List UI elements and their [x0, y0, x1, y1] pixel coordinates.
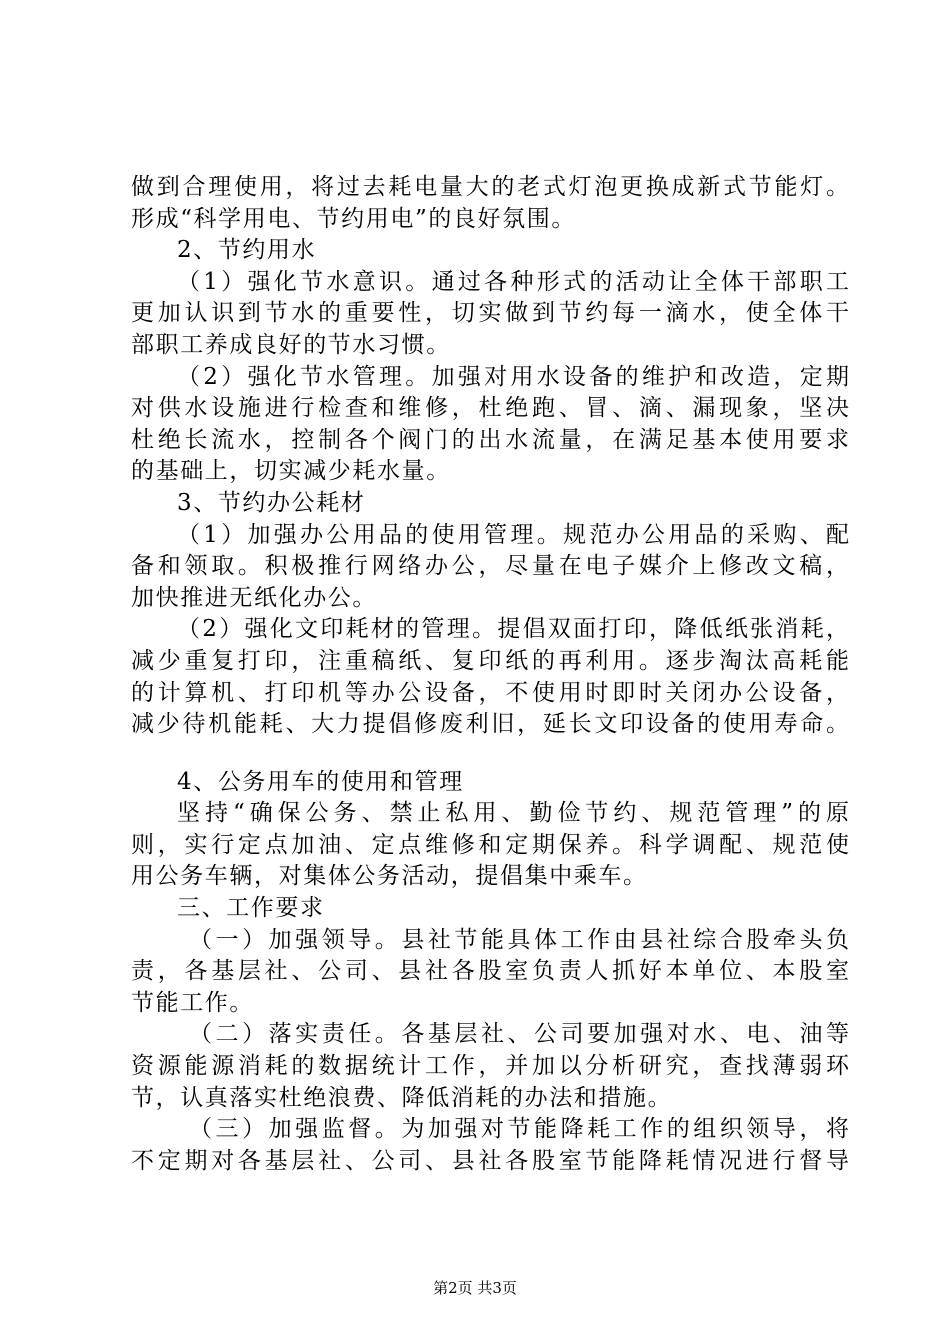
text-line: （2）强化文印耗材的管理。提倡双面打印，降低纸张消耗， [177, 616, 849, 643]
text-line: 的计算机、打印机等办公设备，不使用时即时关闭办公设备， [131, 679, 849, 706]
text-line: 做到合理使用，将过去耗电量大的老式灯泡更换成新式节能灯。 [131, 174, 849, 200]
section-heading: 4、公务用车的使用和管理 [177, 768, 464, 795]
text-line: （三）加强监督。为加强对节能降耗工作的组织领导，将 [189, 1116, 849, 1143]
text-line: 减少待机能耗、大力提倡修废利旧，延长文印设备的使用寿命。 [131, 711, 849, 738]
text-line: 对供水设施进行检查和维修，杜绝跑、冒、滴、漏现象，坚决 [131, 395, 849, 422]
text-line: 形成“科学用电、节约用电”的良好氛围。 [131, 205, 576, 232]
text-line: （二）落实责任。各基层社、公司要加强对水、电、油等 [189, 1021, 849, 1048]
text-line: 责，各基层社、公司、县社各股室负责人抓好本单位、本股室 [131, 958, 849, 985]
text-line: （一）加强领导。县社节能具体工作由县社综合股牵头负 [189, 926, 849, 953]
text-line: 杜绝长流水，控制各个阀门的出水流量，在满足基本使用要求 [131, 426, 849, 453]
text-line: 加快推进无纸化办公。 [131, 584, 377, 611]
text-line: 减少重复打印，注重稿纸、复印纸的再利用。逐步淘汰高耗能 [131, 647, 849, 674]
text-line: （1）强化节水意识。通过各种形式的活动让全体干部职工 [177, 268, 849, 295]
text-line: 备和领取。积极推行网络办公，尽量在电子媒介上修改文稿， [131, 553, 849, 580]
text-line: 节，认真落实杜绝浪费、降低消耗的办法和措施。 [131, 1084, 673, 1111]
text-line: 资源能源消耗的数据统计工作，并加以分析研究，查找薄弱环 [131, 1053, 849, 1080]
text-line: （1）加强办公用品的使用管理。规范办公用品的采购、配 [177, 521, 849, 548]
section-heading: 2、节约用水 [177, 237, 317, 264]
text-line: 则，实行定点加油、定点维修和定期保养。科学调配、规范使 [131, 831, 849, 858]
section-heading: 3、节约办公耗材 [177, 489, 366, 516]
document-body [131, 172, 849, 1177]
paragraph-gap [131, 741, 831, 767]
text-line: 不定期对各基层社、公司、县社各股室节能降耗情况进行督导 [131, 1147, 849, 1174]
text-line: 用公务车辆，对集体公务活动，提倡集中乘车。 [131, 863, 648, 890]
text-line: （2）强化节水管理。加强对用水设备的维护和改造，定期 [177, 363, 849, 390]
text-line: 更加认识到节水的重要性，切实做到节约每一滴水，使全体干 [131, 300, 849, 327]
text-line: 坚持“确保公务、禁止私用、勤俭节约、规范管理”的原 [177, 800, 849, 827]
text-line: 部职工养成良好的节水习惯。 [131, 331, 451, 358]
text-line: 的基础上，切实减少耗水量。 [131, 458, 451, 485]
section-heading: 三、工作要求 [177, 895, 325, 922]
text-line: 节能工作。 [131, 989, 254, 1016]
page-footer: 第2页 共3页 [433, 1279, 517, 1297]
